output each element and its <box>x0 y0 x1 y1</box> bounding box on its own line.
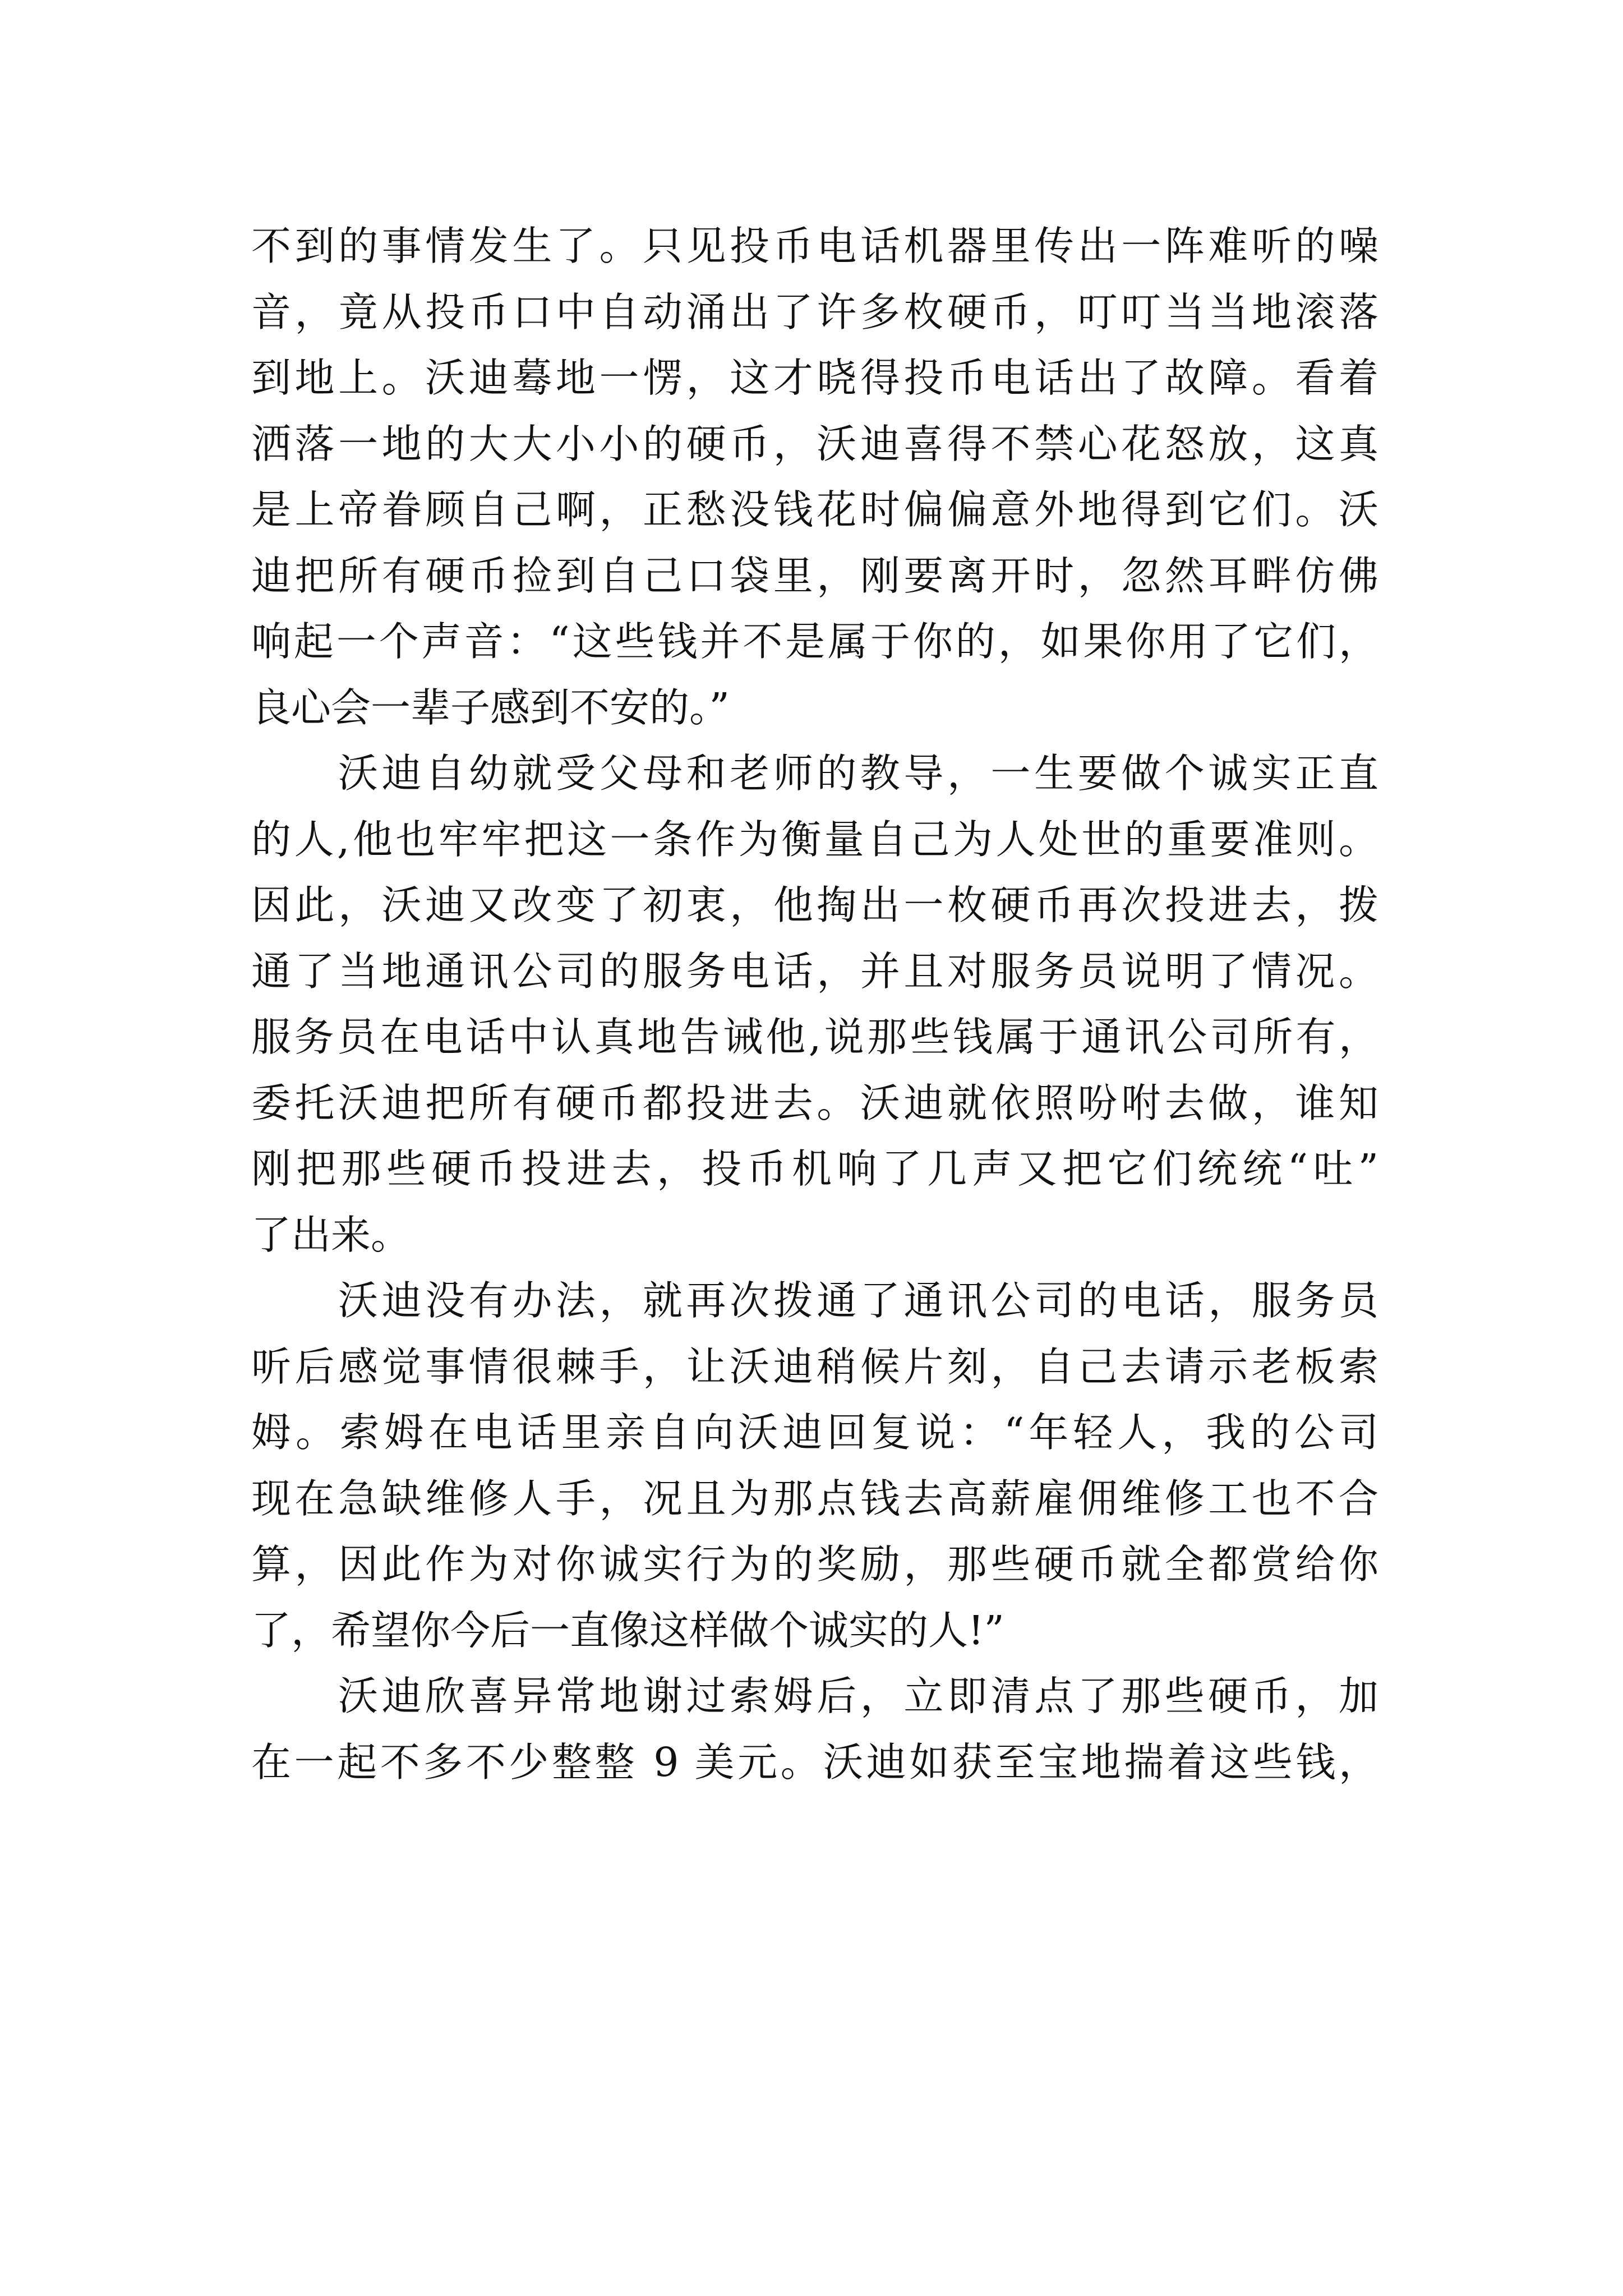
text-line: 了出来。 <box>251 1211 411 1258</box>
text-line: 沃迪欣喜异常地谢过索姆后，立即清点了那些硬币，加 <box>251 1673 1378 1719</box>
text-line: 沃迪自幼就受父母和老师的教导，一生要做个诚实正直 <box>251 750 1378 797</box>
text-line: 响起一个声音：“这些钱并不是属于你的，如果你用了它们， <box>251 618 1378 665</box>
text-line: 音，竟从投币口中自动涌出了许多枚硬币，叮叮当当地滚落 <box>251 288 1378 335</box>
text-line: 是上帝眷顾自己啊，正愁没钱花时偏偏意外地得到它们。沃 <box>251 486 1378 533</box>
text-line: 刚把那些硬币投进去，投币机响了几声又把它们统统“吐” <box>251 1145 1378 1192</box>
text-line: 到地上。沃迪蓦地一愣，这才晓得投币电话出了故障。看着 <box>251 355 1378 401</box>
text-line: 服务员在电话中认真地告诫他,说那些钱属于通讯公司所有， <box>251 1014 1378 1060</box>
text-line: 迪把所有硬币捡到自己口袋里，刚要离开时，忽然耳畔仿佛 <box>251 552 1378 599</box>
text-line: 姆。索姆在电话里亲自向沃迪回复说：“年轻人，我的公司 <box>251 1409 1378 1456</box>
text-line: 因此，沃迪又改变了初衷，他掏出一枚硬币再次投进去，拨 <box>251 882 1378 928</box>
text-line: 委托沃迪把所有硬币都投进去。沃迪就依照吩咐去做，谁知 <box>251 1079 1378 1126</box>
text-line: 的人,他也牢牢把这一条作为衡量自己为人处世的重要准则。 <box>251 816 1378 863</box>
text-line: 沃迪没有办法，就再次拨通了通讯公司的电话，服务员 <box>251 1277 1378 1324</box>
text-line: 了，希望你今后一直像这样做个诚实的人!” <box>251 1607 1004 1654</box>
text-line: 不到的事情发生了。只见投币电话机器里传出一阵难听的噪 <box>251 223 1378 269</box>
text-line: 现在急缺维修人手，况且为那点钱去高薪雇佣维修工也不合 <box>251 1475 1378 1522</box>
text-line: 良心会一辈子感到不安的。” <box>251 684 730 731</box>
text-line: 通了当地通讯公司的服务电话，并且对服务员说明了情况。 <box>251 947 1378 995</box>
text-line: 算，因此作为对你诚实行为的奖励，那些硬币就全都赏给你 <box>251 1541 1378 1588</box>
text-line: 洒落一地的大大小小的硬币，沃迪喜得不禁心花怒放，这真 <box>251 420 1378 467</box>
text-line: 听后感觉事情很棘手，让沃迪稍候片刻，自己去请示老板索 <box>251 1343 1378 1390</box>
text-line: 在一起不多不少整整 9 美元。沃迪如获至宝地揣着这些钱， <box>251 1738 1378 1786</box>
body-text <box>251 213 1378 1795</box>
